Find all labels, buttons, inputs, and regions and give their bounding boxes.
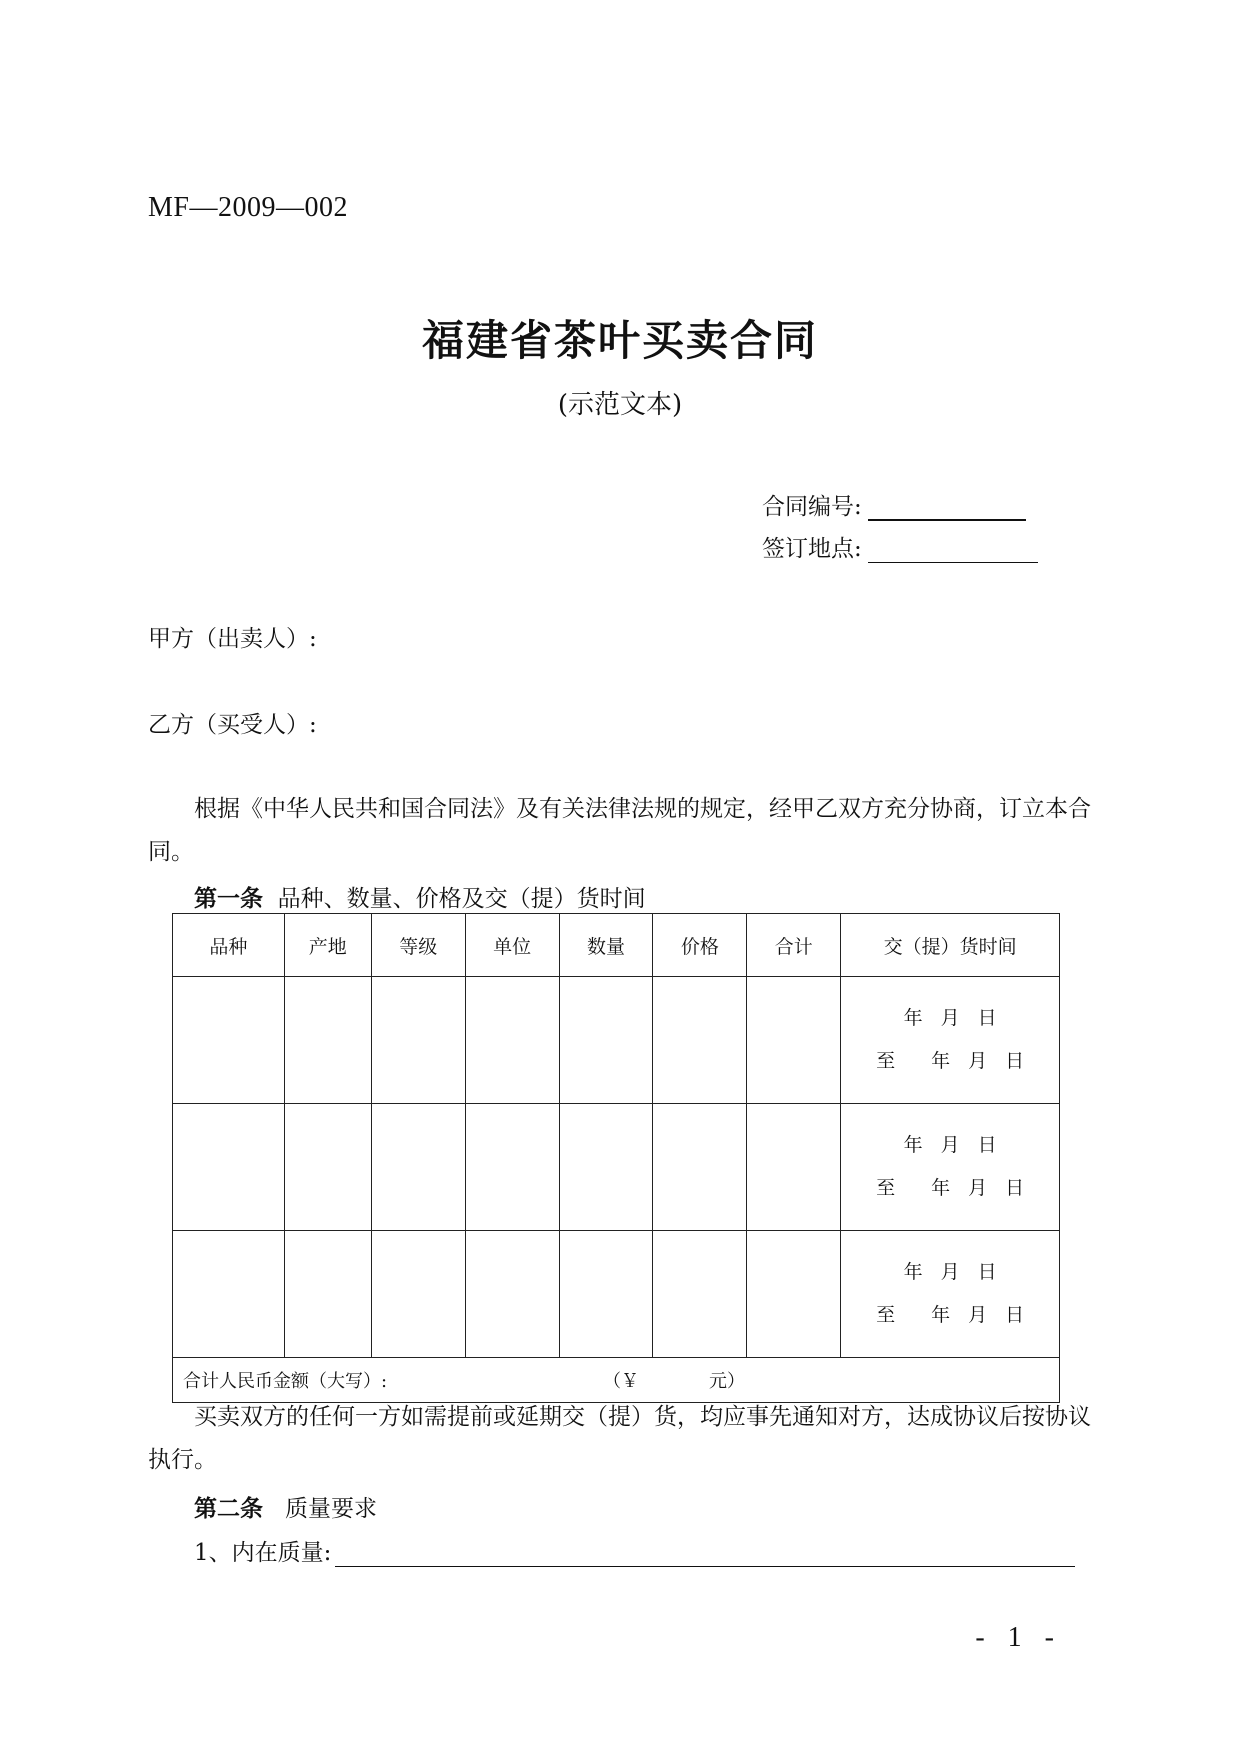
clause-2-title: 质量要求 [284, 1496, 377, 1522]
party-a-label: 甲方（出卖人）: [148, 626, 317, 652]
cell-unit[interactable] [465, 1104, 559, 1231]
cell-delivery-time[interactable]: 年 月 日 至 年 月 日 [841, 977, 1060, 1104]
header-price: 价格 [653, 914, 747, 977]
clause-1-number: 第一条 [194, 885, 263, 912]
party-b-label: 乙方（买受人）: [148, 712, 317, 738]
table-header-row [173, 914, 1060, 977]
cell-grade[interactable] [371, 1104, 465, 1231]
cell-variety[interactable] [173, 1231, 285, 1358]
quality-item-1-row [194, 1534, 1075, 1567]
cell-variety[interactable] [173, 1104, 285, 1231]
cell-unit[interactable] [465, 977, 559, 1104]
document-title: 福建省茶叶买卖合同 [421, 316, 818, 365]
sign-place-label: 签订地点: [762, 536, 862, 562]
clause-1-title: 品种、数量、价格及交（提）货时间 [277, 886, 646, 912]
header-delivery-time: 交（提）货时间 [841, 914, 1060, 977]
cell-subtotal[interactable] [747, 1231, 841, 1358]
cell-grade[interactable] [371, 1231, 465, 1358]
notice-text: 买卖双方的任何一方如需提前或延期交（提）货，均应事先通知对方，达成协议后按协议执行。 [148, 1404, 1091, 1473]
cell-quantity[interactable] [559, 1104, 653, 1231]
cell-delivery-time[interactable]: 年 月 日 至 年 月 日 [841, 1104, 1060, 1231]
notice-paragraph [148, 1396, 1092, 1482]
total-amount-currency: （￥ [603, 1371, 639, 1392]
clause-2-number: 第二条 [194, 1495, 263, 1522]
table-row [173, 1104, 1060, 1231]
document-code: MF—2009—002 [148, 192, 348, 223]
page-number: - 1 - [975, 1622, 1062, 1653]
cell-price[interactable] [653, 1104, 747, 1231]
header-variety: 品种 [173, 914, 285, 977]
cell-origin[interactable] [284, 977, 371, 1104]
cell-subtotal[interactable] [747, 977, 841, 1104]
cell-quantity[interactable] [559, 977, 653, 1104]
contract-number-label: 合同编号: [762, 494, 862, 520]
contract-number-field[interactable] [868, 495, 1026, 521]
cell-quantity[interactable] [559, 1231, 653, 1358]
clause-2-heading [194, 1490, 377, 1523]
header-unit: 单位 [465, 914, 559, 977]
header-grade: 等级 [371, 914, 465, 977]
cell-price[interactable] [653, 977, 747, 1104]
cell-origin[interactable] [284, 1104, 371, 1231]
intro-text: 根据《中华人民共和国合同法》及有关法律法规的规定，经甲乙双方充分协商，订立本合同。 [148, 796, 1091, 865]
intro-paragraph [148, 788, 1092, 874]
total-amount-unit: 元） [709, 1371, 745, 1392]
cell-grade[interactable] [371, 977, 465, 1104]
quality-item-1-field[interactable] [335, 1544, 1075, 1567]
contract-number-row [762, 488, 1026, 521]
header-quantity: 数量 [559, 914, 653, 977]
cell-subtotal[interactable] [747, 1104, 841, 1231]
total-amount-label: 合计人民币金额（大写）: [183, 1371, 388, 1392]
cell-variety[interactable] [173, 977, 285, 1104]
quality-item-1-label: 1、内在质量: [194, 1540, 332, 1566]
table-row [173, 977, 1060, 1104]
goods-table [172, 913, 1060, 1403]
cell-delivery-time[interactable]: 年 月 日 至 年 月 日 [841, 1231, 1060, 1358]
header-subtotal: 合计 [747, 914, 841, 977]
cell-price[interactable] [653, 1231, 747, 1358]
document-subtitle: (示范文本) [557, 390, 683, 420]
header-origin: 产地 [284, 914, 371, 977]
cell-unit[interactable] [465, 1231, 559, 1358]
clause-1-heading [194, 880, 646, 913]
table-row [173, 1231, 1060, 1358]
sign-place-row [762, 530, 1038, 563]
sign-place-field[interactable] [868, 538, 1038, 563]
cell-origin[interactable] [284, 1231, 371, 1358]
